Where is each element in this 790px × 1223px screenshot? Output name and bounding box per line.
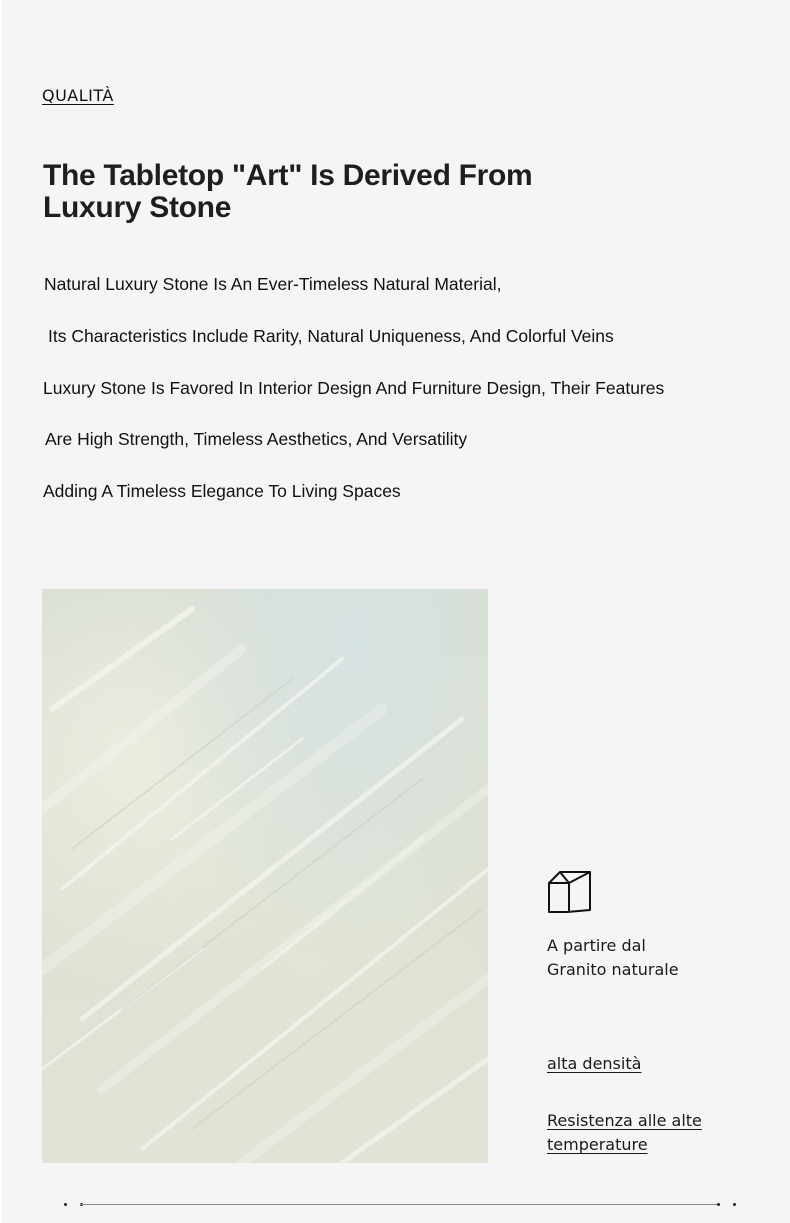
divider-dot (733, 1203, 736, 1206)
body-line-2: Its Characteristics Include Rarity, Natural Uniqueness, And Colorful Veins (48, 326, 614, 346)
heat-resistance-feature (547, 1109, 702, 1157)
origin-line-2: Granito naturale (547, 960, 679, 979)
heat-line-2: temperature (547, 1135, 648, 1154)
body-line-5: Adding A Timeless Elegance To Living Spaces (43, 481, 401, 501)
density-feature (547, 1052, 641, 1076)
heat-line-1: Resistenza alle alte (547, 1111, 702, 1130)
section-divider (80, 1204, 720, 1205)
house-outline-icon (547, 869, 593, 915)
stone-veins (42, 589, 488, 1163)
divider-dot (64, 1203, 67, 1206)
section-eyebrow: QUALITÀ (42, 86, 114, 105)
body-line-4: Are High Strength, Timeless Aesthetics, And Versatility (45, 429, 468, 449)
product-quality-section (2, 0, 790, 1223)
divider-dot (717, 1203, 720, 1206)
origin-line-1: A partire dal (547, 936, 646, 955)
body-line-1: Natural Luxury Stone Is An Ever-Timeless Natural Material, (44, 274, 502, 294)
origin-feature (547, 934, 679, 982)
density-label: alta densità (547, 1054, 642, 1073)
page-title: The Tabletop "Art" Is Derived From Luxury Stone (43, 159, 533, 224)
stone-texture-image (42, 589, 488, 1163)
body-line-3: Luxury Stone Is Favored In Interior Design And Furniture Design, Their Features (43, 378, 665, 398)
